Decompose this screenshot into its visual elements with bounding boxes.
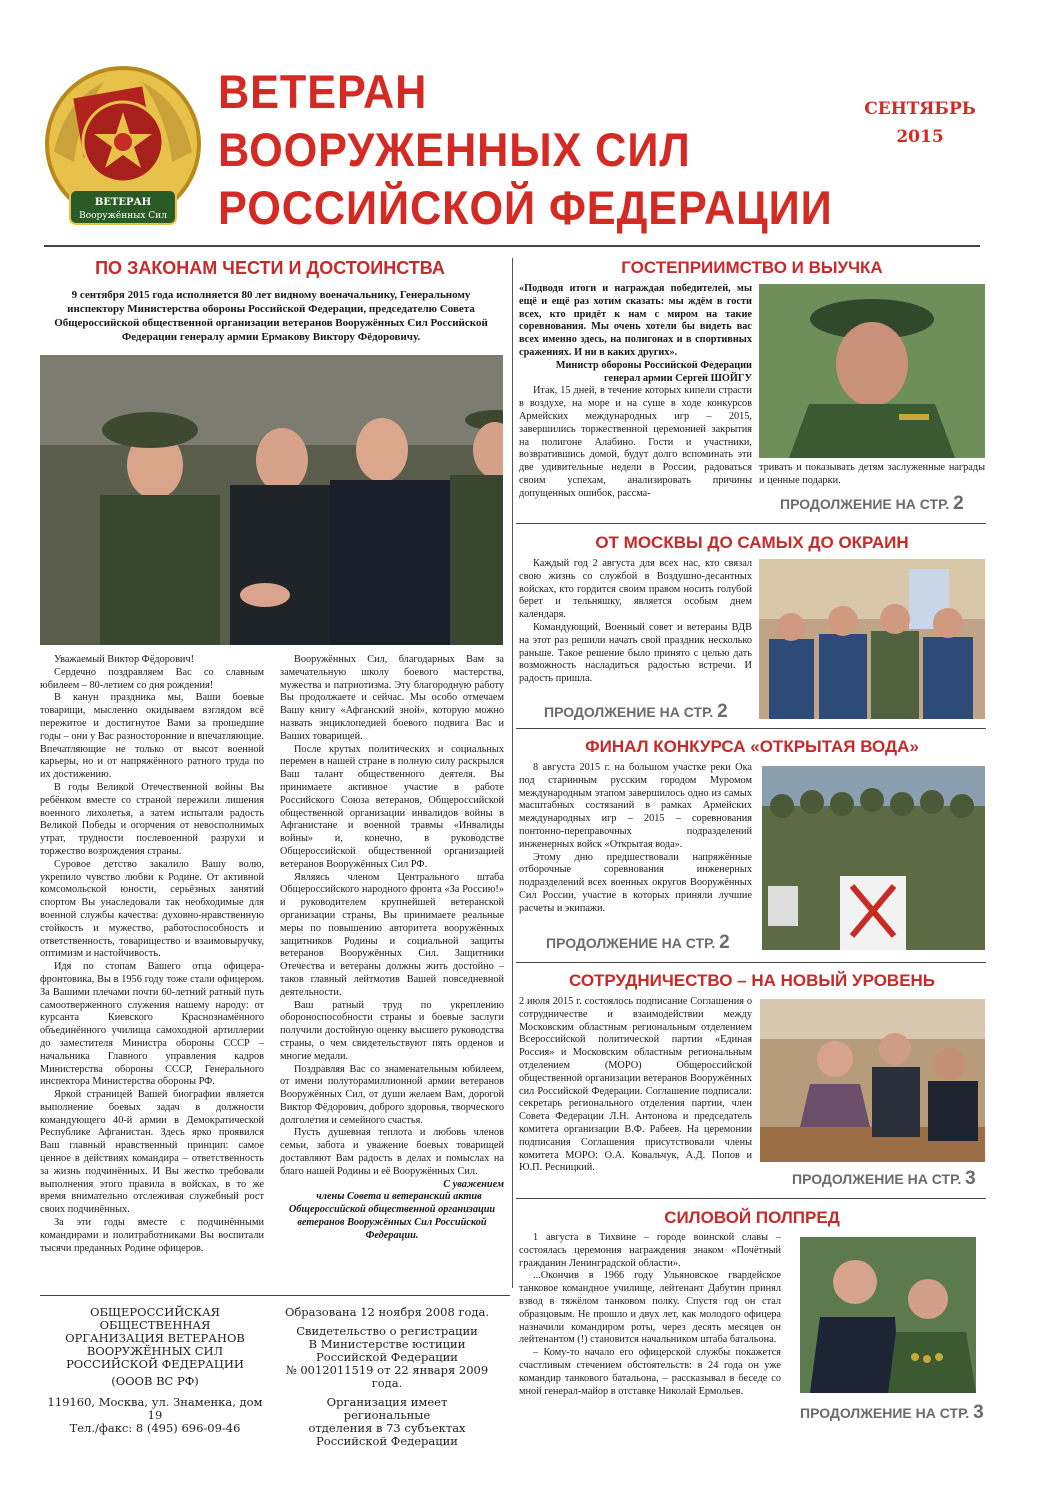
a4-photo [762,766,985,950]
masthead-line-2: ВООРУЖЕННЫХ СИЛ [218,123,691,176]
footer-org-2: ОБЩЕСТВЕННАЯ [99,1318,211,1332]
a1-c1-p1: Уважаемый Виктор Фёдорович! [54,654,195,665]
a1-sign-1: С уважением [443,1178,504,1190]
a1-c1-p7: Яркой страницей Вашей биографии является выполнение боевых задач в должности командующего 40-й армии в Демократической Республике Афганистан. Здесь ярко проявился Ваш главный нравственный принцип: самое ценное в действиях командира – ответственность за жизнь подчинённых. И Вы жестко требовали выполнения этого правила в войсках, в то же время внимательно отслеживая служебный рост своих подчинённых. [40,1089,264,1216]
a3-cont-page: 2 [717,701,728,722]
a2-body: Итак, 15 дней, в течение которых кипели страсти в воздухе, на море и на суше в ходе конкурсов Армейских международных игр – 2015, завершились торжественной церемонией закрытия на полигоне Алабино. Гости и участники, возвратившись домой, будут долго вспоминать эти две удивительные недели в России, радоваться своим успехам, анализировать причины допущенных ошибок, рассма- [519,385,752,499]
footer-branch-2: отделения в 73 субъектах [308,1421,466,1435]
footer-reg-4: № 0012011519 от 22 января 2009 года. [285,1363,489,1390]
footer-divider [40,1295,510,1296]
a4-headline: ФИНАЛ КОНКУРСА «ОТКРЫТАЯ ВОДА» [585,737,919,756]
a5-cont-page: 3 [965,1168,976,1189]
a6-photo [800,1237,976,1393]
a2-headline: ГОСТЕПРИИМСТВО И ВЫУЧКА [621,258,883,277]
a1-c1-p2: Сердечно поздравляем Вас со славным юбилеем – 80-летием со дня рождения! [40,666,264,691]
veteran-emblem-icon [44,62,202,232]
a3-p1: Каждый год 2 августа для всех нас, кто связал свою жизнь со службой в Воздушно-десантных войсках, кто гордится своим правом носить голубой берет и тельняшку, является особым днем календаря. [519,558,752,621]
footer-registration [282,1306,492,1448]
footer-reg-2: В Министерстве юстиции [308,1337,466,1351]
a1-c2-p5: Поздравляя Вас со знаменательным юбилеем, от имени полуторамиллионной армии ветеранов Вооружённых Сил, от души желаем Вам, дорогой Виктор Фёдорович, доброго здоровья, творческого долголетия и семейного счастья. [280,1063,504,1126]
emblem-text-1: ВЕТЕРАН [94,197,152,208]
a2-cont-label: ПРОДОЛЖЕНИЕ НА СТР. [780,496,950,512]
a1-c1-p8: За эти годы вместе с подчинёнными командирами и политработниками Вы воспитали тысячи преданных Родине офицеров. [40,1217,264,1254]
a3-text [519,558,752,698]
a3-cont-label: ПРОДОЛЖЕНИЕ НА СТР. [544,704,714,720]
a3-continued [544,701,728,723]
a5-text [519,996,752,1192]
a4-cont-page: 2 [719,932,730,953]
a4-text [519,762,752,926]
a5-photo [760,999,985,1162]
a3-photo [759,559,985,719]
a4-p1: 8 августа 2015 г. на большом участке реки Ока под старинным русским городом Муромом международным этапом завершилось одно из самых масштабных состязаний в рамках Армейских международных игр – 2015 – соревнования понтонно-переправочных подразделений инженерных войск «Открытая вода». [519,762,752,850]
issue-month: СЕНТЯБРЬ [864,99,976,119]
footer-phone: Тел./факс: 8 (495) 696-09-46 [69,1421,241,1435]
a2-author: Министр обороны Российской Федерации генерал армии Сергей ШОЙГУ [555,359,752,384]
a1-c1-p5: Суровое детство закалило Вашу волю, укрепило чувство любви к Родине. От активной комсомольской юности, серьёзных занятий спортом Вы унаследовали так необходимые для военной службы качества: духовно-нравственную стойкость и мужество, работоспособность и ответственность, товарищество и взаимовыручку, оптимизм и настойчивость. [40,858,264,960]
footer-org-5: РОССИЙСКОЙ ФЕДЕРАЦИИ [66,1357,244,1371]
a2-cont-page: 2 [953,493,964,514]
a1-c2-p1: Вооружённых Сил, благодарных Вам за замечательную школу боевого мастерства, мужества и патриотизма. Эту благородную работу Вы продолжаете и сейчас. Мы особо отмечаем Вашу книгу «Афганский зной», которую можно назвать энциклопедией боевого подвига Вас и Ваших товарищей. [280,654,504,742]
divider-a4 [516,962,986,963]
a6-p3: – Кому-то начало его офицерской службы покажется счастливым стечением обстоятельств: в 24 года он уже командир танкового батальона, – рассказывал в беседе со мной генерал-майор в отставке Николай Ермольев. [519,1347,781,1397]
emblem-logo [44,62,202,232]
divider-a3 [516,728,986,729]
a6-text [519,1232,781,1424]
a1-c1-p3: В канун праздника мы, Ваши боевые товарищи, мысленно окидываем взглядом всё пережитое и достигнутое Вами за прошедшие годы – они у Вас разносторонние и впечатляющие. Впечатляющие не только от высот военной карьеры, но и от напряжённого ратного труда по их достижению. [40,692,264,781]
footer-founded: Образована 12 ноября 2008 года. [284,1305,490,1319]
issue-date [860,95,980,151]
footer-branch-3: Российской Федерации [316,1434,458,1448]
a1-c2-p4: Ваш ратный труд по укреплению обороноспособности страны и боевые заслуги получили достойную оценку высшего руководства страны, о чем свидетельствуют пять орденов и многие медали. [280,999,504,1062]
masthead-line-3: РОССИЙСКОЙ ФЕДЕРАЦИИ [218,181,833,234]
a2-quote: «Подводя итоги и награждая победителей, мы ещё и ещё раз хотим сказать: мы ждём в гости всех, кто придёт к нам с миром на такие соревнования. Мы очень хотели бы видеть вас всех именно здесь, на полигонах и в спортивных сражениях. И ни в каких других». [519,283,752,358]
a5-cont-label: ПРОДОЛЖЕНИЕ НА СТР. [792,1171,962,1187]
a5-continued [792,1168,976,1190]
footer-branch-1: Организация имеет региональные [326,1395,448,1422]
footer-org-6: (ОООВ ВС РФ) [111,1374,199,1388]
footer-reg-3: Российской Федерации [316,1350,458,1364]
a1-headline: ПО ЗАКОНАМ ЧЕСТИ И ДОСТОИНСТВА [95,258,445,278]
a1-column-1 [40,654,264,1290]
a1-sign-2: члены Совета и ветеранский актив Общероссийской общественной организации ветеранов Вооружённых Сил Российской Федерации. [288,1191,496,1241]
a3-p2: Командующий, Военный совет и ветераны ВДВ на этот раз решили начать свой праздник несколько раньше. Такое решение было принято с целью дать возможность насладиться радостью встречи. И радость пришла. [519,621,752,685]
a1-c1-p4: В годы Великой Отечественной войны Вы ребёнком вместе со страной пережили лишения военного лихолетья, а затем испытали радость Великой Победы и огорчения от невосполнимых утрат, трудности послевоенной разрухи и торжество возрождения страны. [40,781,264,857]
a4-cont-label: ПРОДОЛЖЕНИЕ НА СТР. [546,935,716,951]
a6-headline: СИЛОВОЙ ПОЛПРЕД [664,1208,840,1227]
column-divider [512,258,513,1288]
a1-c1-p6: Идя по стопам Вашего отца офицера-фронтовика, Вы в 1956 году тоже стали офицером. За Вашими плечами почти 60-летний ратный путь самоотверженного служения нашему народу: от курсанта Киевского Краснознамённого объединённого училища самоходной артиллерии до заместителя Министра обороны СССР – начальника Главного управления кадров Министерства обороны СССР, Генерального инспектора Министерства обороны РФ. [40,961,264,1088]
a4-p2: Этому дню предшествовали напряжённые отборочные соревнования инженерных подразделений всех военных округов Вооружённых Сил России, участие в которых приняли лучшие расчеты и экипажи. [519,851,752,914]
a5-p1: 2 июля 2015 г. состоялось подписание Соглашения о сотрудничестве и взаимодействии между Московским областным региональным отделением Всероссийской политической партии «Единая Россия» и Московским областным региональным отделением (МОРО) Общероссийской общественной организации ветеранов Вооружённых сил Российской Федерации. Соглашение подписали: секретарь регионального отделения партии, член Совета Федерации Л.Н. Антонова и председатель комитета организации В.Ф. Рабеев. На церемонии подписания Соглашения присутствовали члены комитета МОРО: О.А. Ковальчук, А.Д. Попов и Ю.П. Ресницкий. [519,996,752,1174]
a1-c2-p3: Являясь членом Центрального штаба Общероссийского народного фронта «За Россию!» и руководителем крупнейшей ветеранской организации страны, Вы принимаете реальные меры по повышению авторитета вооружённых защитников Родины и социальной защиты ветеранов Вооружённых Сил. Защитники Отечества и ветераны должны жить достойно – таков главный лейтмотив Вашей повседневной деятельности. [280,871,504,998]
footer-org-3: ОРГАНИЗАЦИЯ ВЕТЕРАНОВ [65,1331,245,1345]
footer-org-1: ОБЩЕРОССИЙСКАЯ [90,1305,220,1319]
a2-photo-shoigu [759,284,985,458]
divider-a2 [516,523,986,524]
a5-headline: СОТРУДНИЧЕСТВО – НА НОВЫЙ УРОВЕНЬ [568,971,936,990]
masthead-line-1: ВЕТЕРАН [218,65,428,118]
issue-year: 2015 [896,127,944,147]
a6-p1: 1 августа в Тихвине – городе воинской славы – состоялась церемония награждения знаком «Почётный гражданин Ленинградской области». [519,1232,781,1269]
a4-continued [546,932,730,954]
footer-reg-1: Свидетельство о регистрации [296,1324,478,1338]
a1-photo [40,355,503,645]
footer-org-4: ВООРУЖЁННЫХ СИЛ [86,1344,224,1358]
a2-tail: тривать и показывать детям заслуженные награды и ценные подарки. [759,462,985,486]
a3-headline: ОТ МОСКВЫ ДО САМЫХ ДО ОКРАИН [595,533,909,552]
a6-p2: ...Окончив в 1966 году Ульяновское гвардейское танковое командное училище, лейтенант Дабутин принял взвод в тяжёлом танковом полку. Спустя год он стал образцовым. Не прошло и двух лет, как молодого офицера назначили командиром роты, через десять месяцев он лейтенантом (!) становится начальником штаба батальона. [519,1270,781,1346]
a6-cont-page: 3 [973,1402,984,1423]
a1-c2-p2: После крутых политических и социальных перемен в нашей стране в полную силу раскрылся Ваш талант общественного деятеля. Вы принимаете активное участие в работе Российского Союза ветеранов, Общероссийской общественной организации инвалидов войны в Афганистане и военной травмы «Инвалиды войны» и, конечно, в руководстве Общероссийской общественной организацией ветеранов Вооружённых Сил РФ. [280,743,504,870]
emblem-text-2: Вооружённых Сил [79,211,167,221]
a6-continued [800,1402,984,1424]
masthead-divider [44,245,980,247]
footer-org [40,1306,270,1435]
footer-address: 119160, Москва, ул. Знаменка, дом 19 [47,1395,263,1422]
a6-cont-label: ПРОДОЛЖЕНИЕ НА СТР. [800,1405,970,1421]
a2-text [519,283,752,517]
divider-a5 [516,1198,986,1199]
a1-c2-p6: Пусть душевная теплота и любовь членов семьи, забота и уважение боевых товарищей доставляют Вам радость в делах и помыслах на благо нашей Родины и её Вооружённых Сил. [280,1127,504,1177]
a1-lead: 9 сентября 2015 года исполняется 80 лет видному военачальнику, Генеральному инспектору Министерства обороны Российской Федерации, председателю Совета Общероссийской общественной организации ветеранов Вооружённых Сил Российской Федерации генералу армии Ермакову Виктору Фёдоровичу. [54,289,488,343]
a2-continued [780,493,964,515]
a1-column-2 [280,654,504,1290]
